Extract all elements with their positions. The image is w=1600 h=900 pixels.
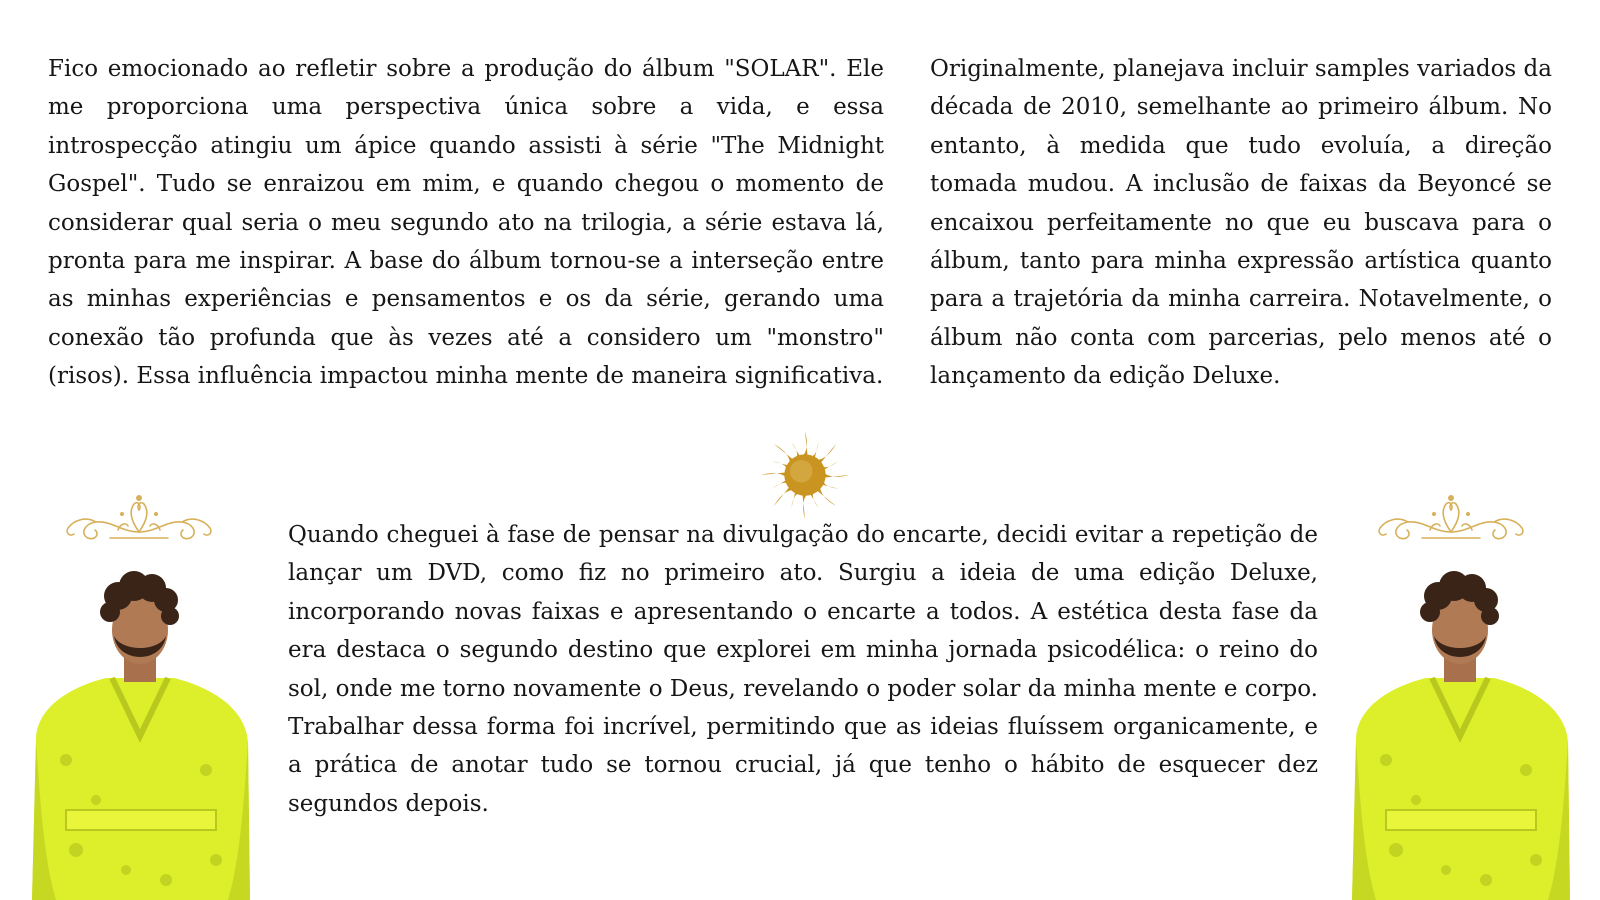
flourish-ornament-icon — [62, 492, 216, 548]
paragraph-bottom-center: Quando cheguei à fase de pensar na divulgação do encarte, decidi evitar a repetição de lançar um DVD, como fiz no primeiro ato. Surgiu a ideia de uma edição Deluxe, incorporando novas faixas e apresentando o encarte a todos. A estética desta fase da era destaca o segundo destino que explorei em minha jornada psicodélica: o reino do sol, onde me torno novamente o Deus, revelando o poder solar da minha mente e corpo. Trabalhar dessa forma foi incrível, permitindo que as ideias fluíssem organicamente, e a prática de anotar tudo se tornou crucial, já que tenho o hábito de esquecer dez segundos depois. — [288, 522, 1318, 817]
paragraph-top-right: Originalmente, planejava incluir samples variados da década de 2010, semelhante ao primeiro álbum. No entanto, à medida que tudo evoluía, a direção tomada mudou. A inclusão de faixas da Beyoncé se encaixou perfeitamente no que eu buscava para o álbum, tanto para minha expressão artística quanto para a trajetória da minha carreira. Notavelmente, o álbum não conta com parcerias, pelo menos até o lançamento da edição Deluxe. — [930, 56, 1552, 390]
person-figure-right — [1346, 560, 1574, 900]
person-figure-left — [26, 560, 254, 900]
flourish-ornament-icon — [1374, 492, 1528, 548]
sun-icon — [758, 428, 852, 522]
paragraph-top-left: Fico emocionado ao refletir sobre a produção do álbum "SOLAR". Ele me proporciona uma perspectiva única sobre a vida, e essa introspecção atingiu um ápice quando assisti à série "The Midnight Gospel". Tudo se enraizou em mim, e quando chegou o momento de considerar qual seria o meu segundo ato na trilogia, a série estava lá, pronta para me inspirar. A base do álbum tornou-se a interseção entre as minhas experiências e pensamentos e os da série, gerando uma conexão tão profunda que às vezes até a considero um "monstro" (risos). Essa influência impactou minha mente de maneira significativa. — [48, 56, 884, 390]
